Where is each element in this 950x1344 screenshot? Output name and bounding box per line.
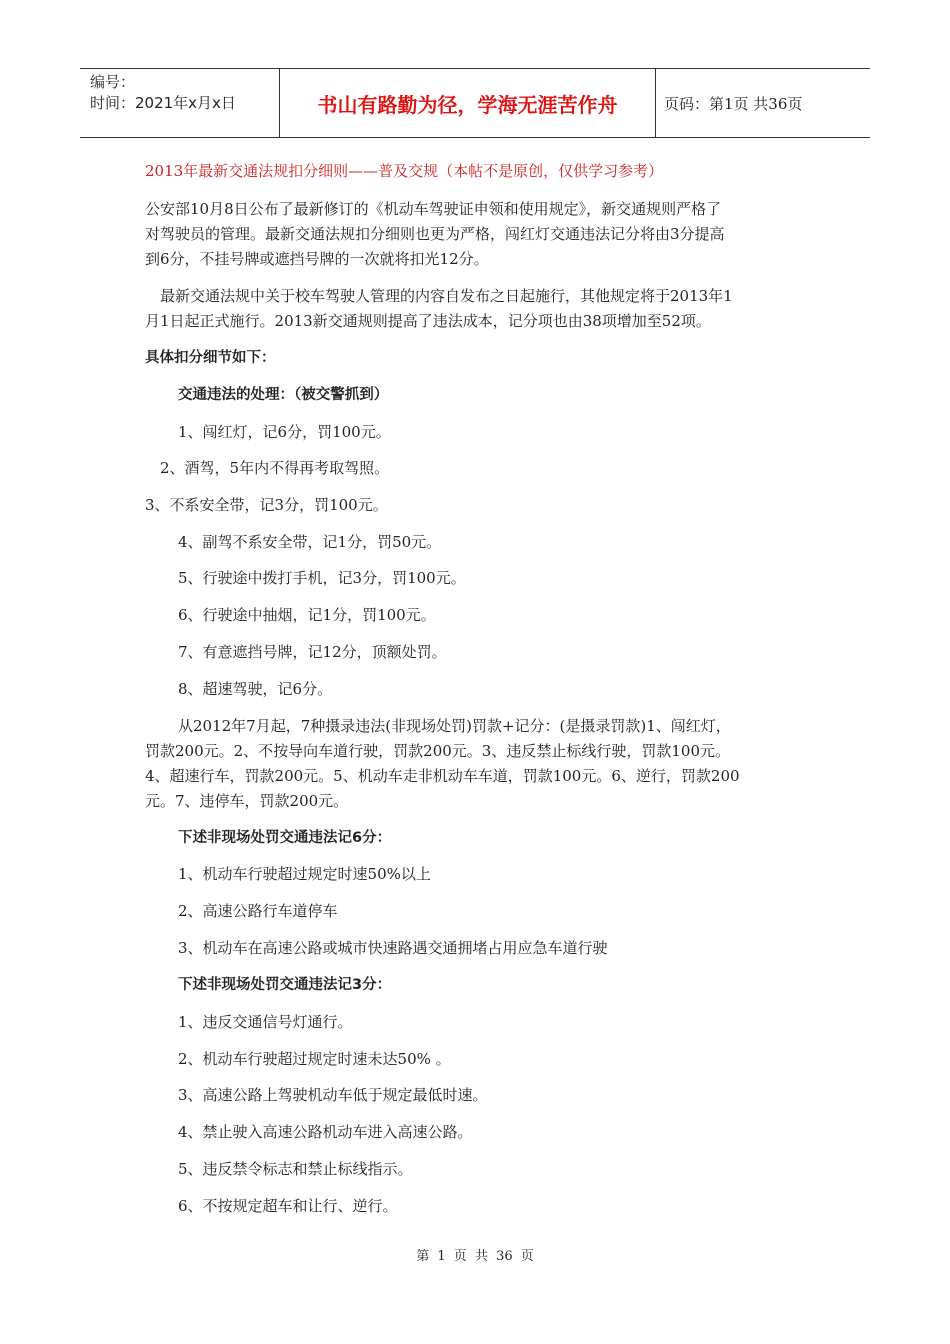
list-item: 4、副驾不系安全带，记1分，罚50元。: [178, 533, 442, 551]
page-footer: [0, 1245, 950, 1264]
list-item: 6、不按规定超车和让行、逆行。: [178, 1197, 398, 1215]
section-heading: 交通违法的处理：（被交警抓到）: [178, 387, 389, 403]
list-item: 7、有意遮挡号牌，记12分，顶额处罚。: [178, 643, 447, 661]
paragraph-line: 从2012年7月起，7种摄录违法(非现场处罚)罚款+记分：(是摄录罚款)1、闯红灯，: [178, 717, 731, 735]
doc-number-label: 编号：: [90, 73, 136, 91]
list-item: 1、机动车行驶超过规定时速50%以上: [178, 865, 431, 883]
list-item: 2、机动车行驶超过规定时速未达50% 。: [178, 1050, 451, 1068]
list-item: 5、行驶途中拨打手机，记3分，罚100元。: [178, 569, 466, 587]
list-item: 1、闯红灯，记6分，罚100元。: [178, 423, 391, 441]
paragraph-line: 元。7、违停车，罚款200元。: [145, 792, 349, 810]
list-item: 1、违反交通信号灯通行。: [178, 1013, 353, 1031]
footer-page-number: 1: [437, 1249, 446, 1264]
list-item: 2、酒驾，5年内不得再考取驾照。: [160, 459, 390, 477]
paragraph-line: 最新交通法规中关于校车驾驶人管理的内容自发布之日起施行，其他规定将于2013年1: [160, 287, 733, 305]
paragraph-line: 对驾驶员的管理。最新交通法规扣分细则也更为严格，闯红灯交通违法记分将由3分提高: [145, 225, 725, 243]
page-header: [80, 68, 870, 138]
header-page-info: 页码：第1页 共36页: [664, 94, 803, 113]
footer-ye: 页: [453, 1249, 467, 1264]
paragraph-line: 公安部10月8日公布了最新修订的《机动车驾驶证申领和使用规定》，新交通规则严格了: [145, 200, 722, 218]
list-item: 3、机动车在高速公路或城市快速路遇交通拥堵占用应急车道行驶: [178, 939, 608, 957]
list-item: 8、超速驾驶，记6分。: [178, 680, 333, 698]
section-heading: 下述非现场处罚交通违法记6分：: [178, 830, 392, 846]
list-item: 4、禁止驶入高速公路机动车进入高速公路。: [178, 1123, 473, 1141]
header-motto: 书山有路勤为径，学海无涯苦作舟: [280, 69, 656, 137]
list-item: 2、高速公路行车道停车: [178, 902, 338, 920]
paragraph-line: 4、超速行车，罚款200元。5、机动车走非机动车车道，罚款100元。6、逆行，罚款200: [145, 767, 740, 785]
paragraph-line: 月1日起正式施行。2013新交通规则提高了违法成本，记分项也由38项增加至52项。: [145, 312, 711, 330]
doc-time-label: 时间：2021年x月x日: [90, 94, 236, 112]
header-meta: [80, 69, 280, 137]
list-item: 3、不系安全带，记3分，罚100元。: [145, 496, 388, 514]
section-heading: 下述非现场处罚交通违法记3分：: [178, 977, 392, 993]
footer-di: 第: [416, 1249, 430, 1264]
footer-total-pages: 36: [496, 1249, 513, 1264]
section-heading: 具体扣分细节如下：: [145, 350, 276, 366]
list-item: 5、违反禁令标志和禁止标线指示。: [178, 1160, 413, 1178]
footer-ye: 页: [520, 1249, 534, 1264]
footer-gong: 共: [474, 1249, 488, 1264]
paragraph-line: 到6分，不挂号牌或遮挡号牌的一次就将扣光12分。: [145, 250, 489, 268]
doc-title: 2013年最新交通法规扣分细则——普及交规（本帖不是原创，仅供学习参考）: [145, 162, 664, 180]
paragraph-line: 罚款200元。2、不按导向车道行驶，罚款200元。3、违反禁止标线行驶，罚款100元。: [145, 742, 730, 760]
list-item: 3、高速公路上驾驶机动车低于规定最低时速。: [178, 1086, 488, 1104]
list-item: 6、行驶途中抽烟，记1分，罚100元。: [178, 606, 436, 624]
